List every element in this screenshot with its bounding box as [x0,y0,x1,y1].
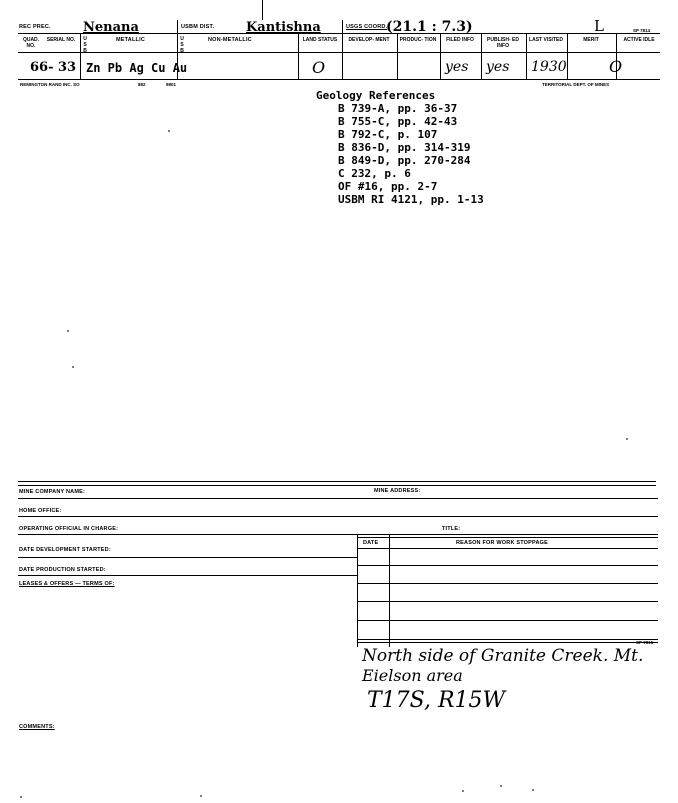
active-idle-label: ACTIVE IDLE [623,37,655,43]
rec-prec-value: Nenana [83,20,139,35]
speck [626,438,628,440]
geology-ref: C 232, p. 6 [338,167,411,180]
date-development-label: DATE DEVELOPMENT STARTED: [19,547,111,553]
printer-code-1: 882 [138,82,146,87]
usgs-coord-value: (21.1 : 7.3) [386,19,473,35]
row-rule [18,557,357,558]
geology-ref: B 849-D, pp. 270-284 [338,154,471,167]
header-rule-mid [18,52,660,53]
metals-value: Zn Pb Ag Cu Au [86,61,188,75]
table-date-divider [389,534,390,647]
geology-ref: B 755-C, pp. 42-43 [338,115,458,128]
geology-ref: USBM RI 4121, pp. 1-13 [338,193,484,206]
col-divider-land [298,33,299,79]
header-rule-bottom [18,79,660,80]
geology-ref: B 836-D, pp. 314-319 [338,141,471,154]
usbm-vertical-2: U S B [180,36,184,54]
col-divider-merit [567,33,568,79]
col-divider-filed [440,33,441,79]
serial-no-label: SERIAL NO. [46,37,76,43]
row-rule [18,516,658,517]
usbm-dist-label: USBM DIST. [181,24,215,30]
mine-address-label: MINE ADDRESS: [374,488,421,494]
usbm-vertical-1: U S B [83,36,87,54]
reason-col-label: REASON FOR WORK STOPPAGE [456,540,548,546]
date-col-label: DATE [363,540,379,546]
filed-info-label: FILED INFO [446,37,474,43]
published-info-value: yes [486,59,510,75]
row-rule [18,534,658,535]
speck [462,790,464,792]
speck [532,789,534,791]
active-idle-value: O [609,57,623,76]
table-rule-top [357,537,658,538]
quad-serial-value: 66- 33 [30,60,77,75]
corner-mark: L [594,17,604,35]
geology-ref: B 739-A, pp. 36-37 [338,102,458,115]
mine-company-label: MINE COMPANY NAME: [19,489,86,495]
speck [67,330,69,332]
col-divider-prod [397,33,398,79]
territorial-credit: TERRITORIAL DEPT. OF MINES [542,82,610,87]
lower-rule-top-2 [18,485,656,486]
leases-label: LEASES & OFFERS — TERMS OF: [19,581,115,587]
printer-credit: REMINGTON RAND INC. SO [20,82,80,87]
geology-ref: OF #16, pp. 2-7 [338,180,438,193]
col-divider-published [481,33,482,79]
speck [20,796,22,798]
form-code-top: SP 7814 [633,28,651,33]
row-rule [18,498,658,499]
speck [500,785,502,787]
geology-ref: B 792-C, p. 107 [338,128,438,141]
table-rule [357,565,658,566]
geology-heading: Geology References [316,89,436,102]
last-visited-value: 1930 [531,59,567,75]
nonmetallic-label: NON-METALLIC [208,37,252,43]
speck [200,795,202,797]
usgs-coord-label: USGS COORD. [346,24,388,30]
published-info-label: PUBLISH- ED INFO [487,37,519,49]
production-label: PRODUC- TION [399,37,437,43]
speck [72,366,74,368]
comments-label: COMMENTS: [19,724,55,730]
table-rule [357,548,658,549]
development-label: DEVELOP- MENT [348,37,390,43]
punch-tick [262,0,263,20]
metallic-label: METALLIC [116,37,145,43]
handwritten-note-line2: Eielson area [362,666,463,685]
filed-info-value: yes [445,59,469,75]
land-status-label: LAND STATUS [302,37,338,43]
land-status-value: O [312,58,326,77]
handwritten-note-line1: North side of Granite Creek. Mt. [362,646,644,666]
last-visited-label: LAST VISITED [529,37,563,43]
rec-prec-label: REC PREC. [19,24,51,30]
table-rule [357,642,658,643]
col-divider-usgs [342,20,343,80]
home-office-label: HOME OFFICE: [19,508,62,514]
table-rule [357,583,658,584]
printer-code-2: 9801 [166,82,177,87]
quad-no-label: QUAD. NO. [22,37,40,49]
lower-rule-top [18,481,656,482]
table-left-border [357,534,358,647]
col-divider-metallic [80,33,81,79]
form-code-bottom: SP 7815 [636,640,654,645]
operating-official-label: OPERATING OFFICIAL IN CHARGE: [19,526,119,532]
col-divider-visited [526,33,527,79]
date-production-label: DATE PRODUCTION STARTED: [19,567,106,573]
merit-label: MERIT [583,37,599,43]
usbm-dist-value: Kantishna [246,20,321,35]
table-rule [357,601,658,602]
handwritten-note-line3: T17S, R15W [367,688,506,713]
table-rule [357,620,658,621]
table-rule [357,639,658,640]
speck [168,130,170,132]
title-label: TITLE: [442,526,461,532]
row-rule [18,575,357,576]
